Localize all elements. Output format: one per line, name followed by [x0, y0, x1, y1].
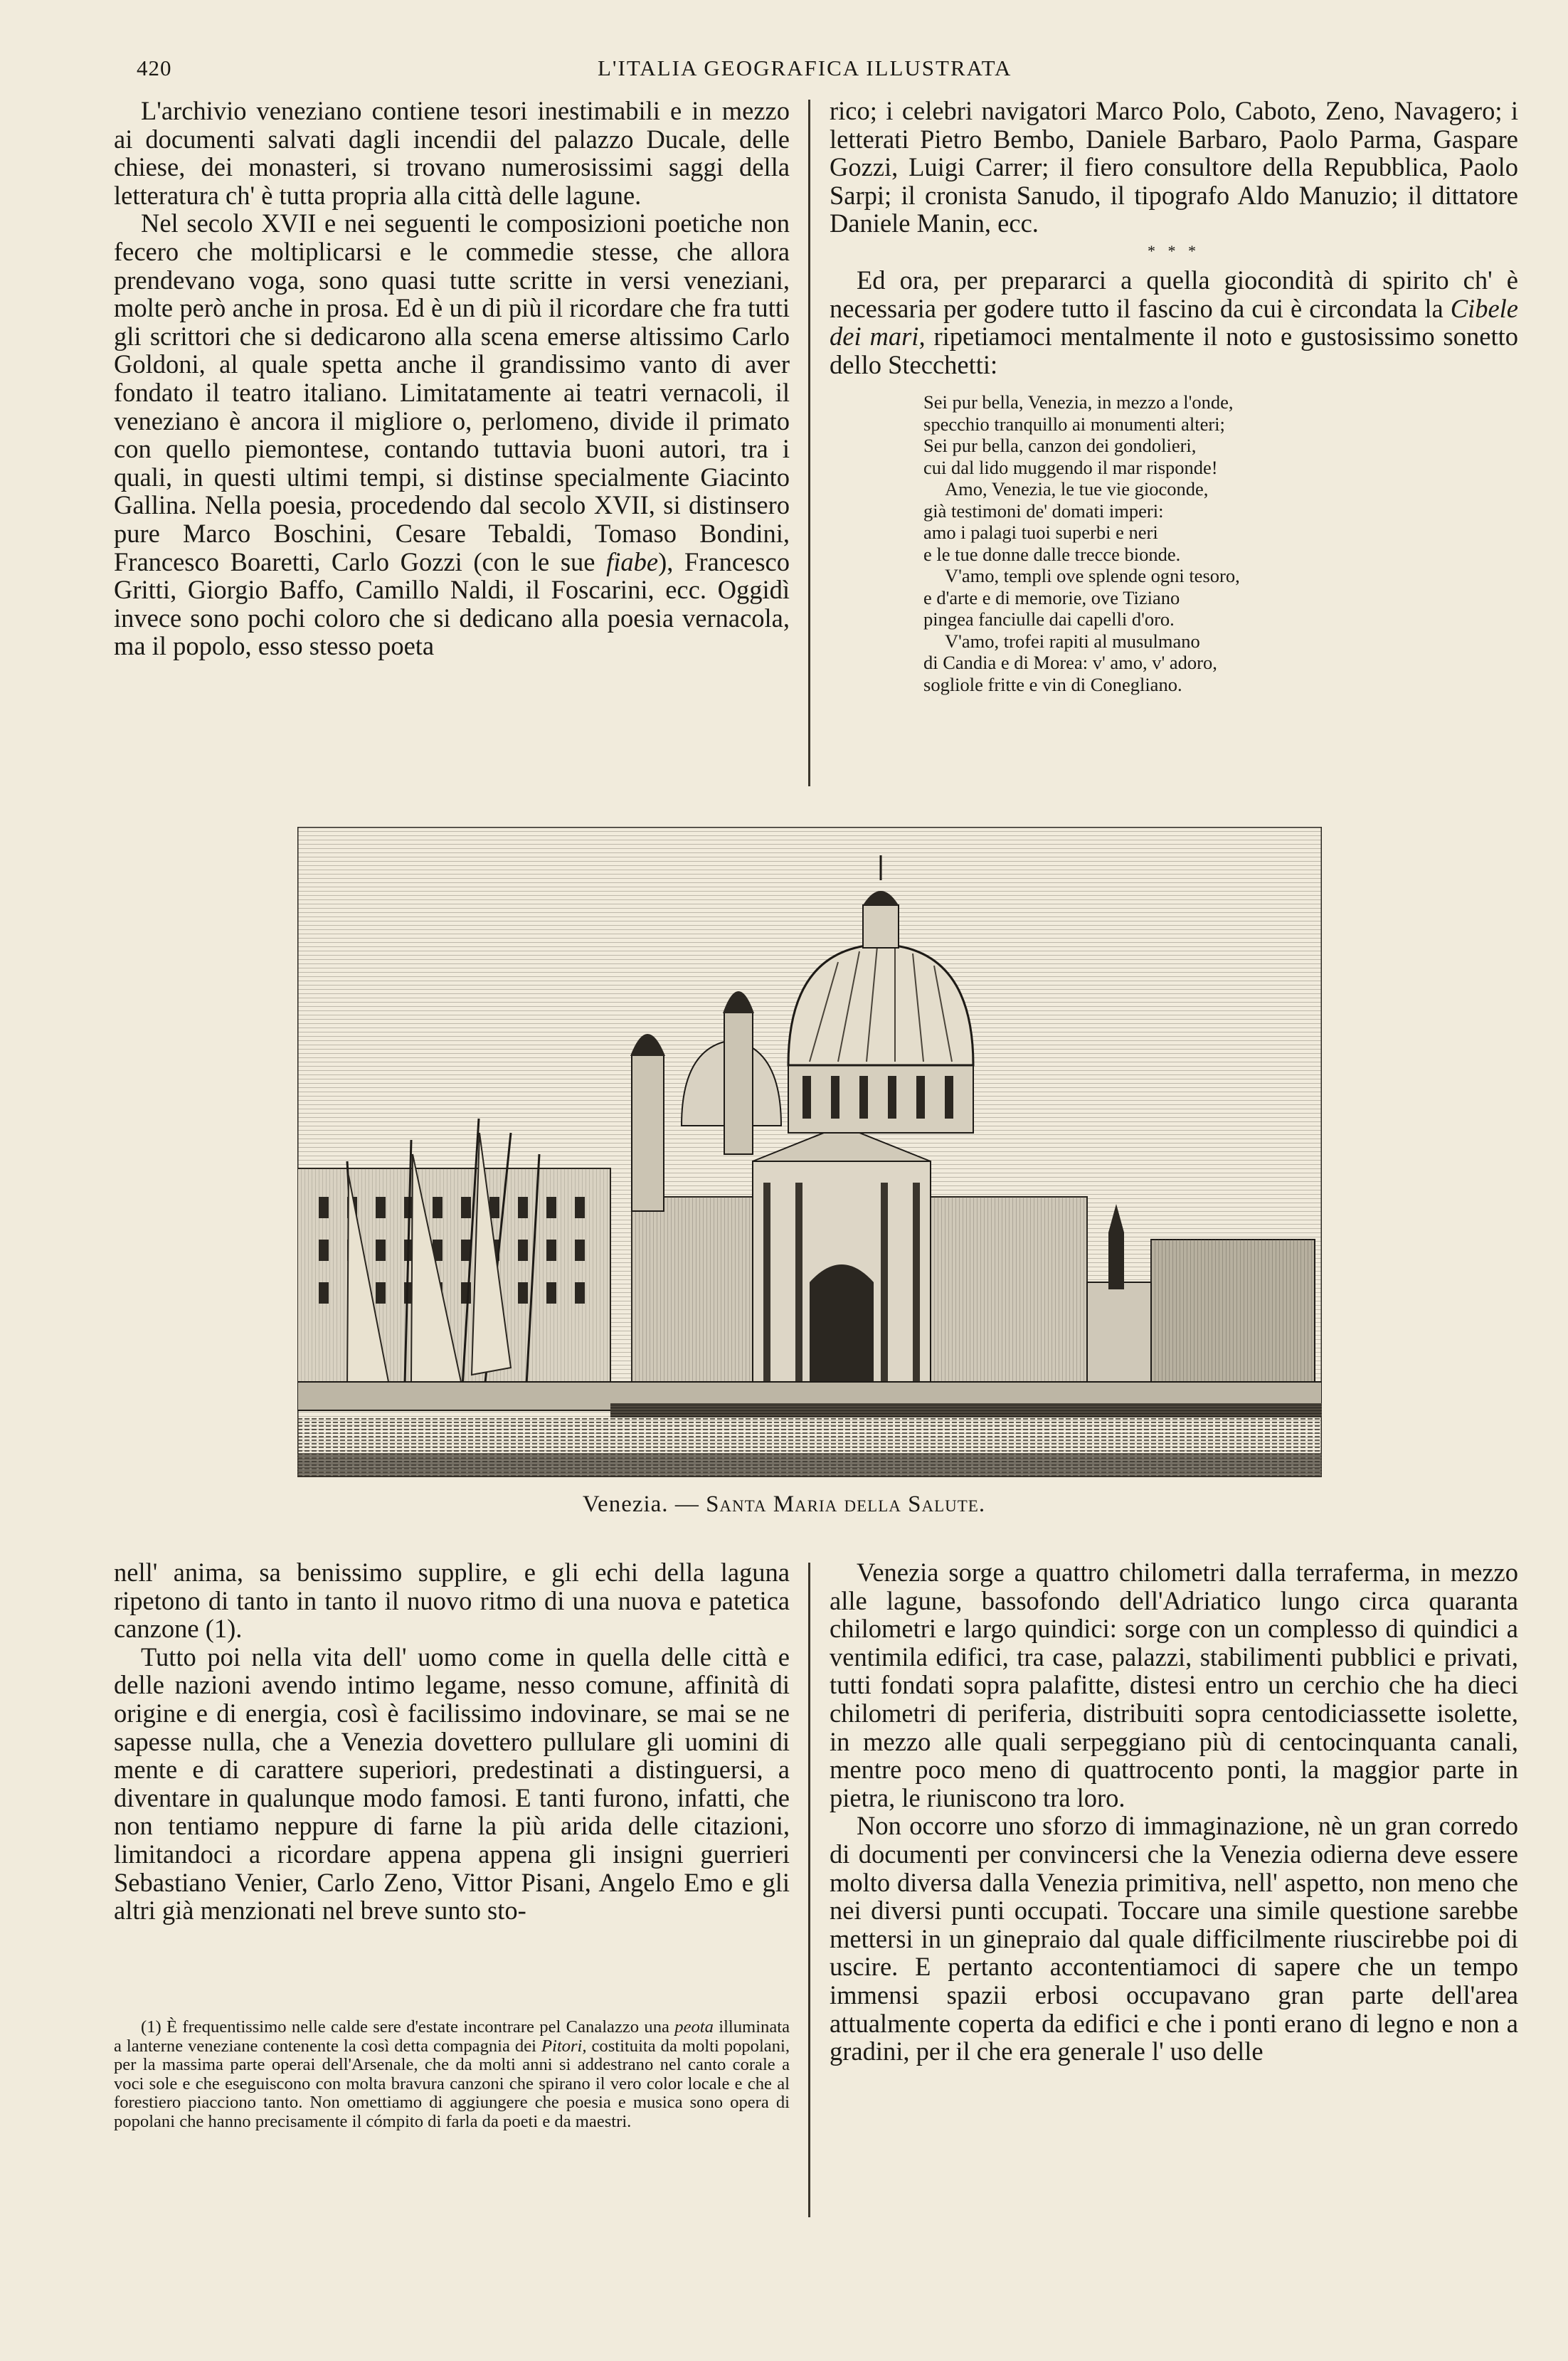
caption-subject: Santa Maria della Salute.	[706, 1491, 986, 1517]
paragraph: Venezia sorge a quattro chilometri dalla terraferma, in mezzo alle lagune, bassofondo dell'Adriatico lungo circa quaranta chilometri e largo quindici: sorge con un complesso di quindici a ventimila edifici, tra case, palazzi, stabilimenti pubblici e privati, tutti fondati sopra palafitte, distesi entro un cerchio che ha dieci chilometri di periferia, distribuiti sopra centodiciassette isolette, in mezzo alle quali serpeggiano più di centocinquanta canali, mentre poco meno di quattrocento ponti, la maggior parte in pietra, le riuniscono tra loro.	[830, 1558, 1518, 1812]
sonnet-line: cui dal lido muggendo il mar risponde!	[923, 456, 1218, 478]
column-right-top	[830, 97, 1518, 695]
sonnet-line: di Candia e di Morea: v' amo, v' adoro,	[923, 652, 1217, 674]
caption-city: Venezia.	[582, 1491, 669, 1517]
sonnet-line: pingea fanciulle dai capelli d'oro.	[923, 608, 1175, 630]
paragraph: nell' anima, sa benissimo supplire, e gli echi della laguna ripetono di tanto in tanto il nuovo ritmo di una nuova e patetica canzone (1).	[114, 1558, 790, 1644]
sonnet-line: Amo, Venezia, le tue vie gioconde,	[945, 478, 1209, 500]
paragraph: Nel secolo XVII e nei seguenti le composizioni poetiche non fecero che moltiplicarsi e le commedie stesse, che allora prendevano voga, sono quasi tutte scritte in versi veneziani, molte però anche in prosa. Ed è un di più il ricordare che fra tutti gli scrittori che si dedicarono alla scena emerse altissimo Carlo Goldoni, al quale spetta anche il grandissimo vanto di aver fondato il teatro italiano. Limitatamente ai teatri vernacoli, il veneziano è ancora il migliore o, perlomeno, divide il primato con quello piemontese, contando tuttavia buoni autori, tra i quali, in questi ultimi tempi, si distinse specialmente Giacinto Gallina. Nella poesia, procedendo dal secolo XVII, si distinsero pure Marco Boschini, Cesare Tebaldi, Tomaso Bondini, Francesco Boaretti, Carlo Gozzi (con le sue fiabe), Francesco Gritti, Giorgio Baffo, Camillo Naldi, il Foscarini, ecc. Oggidì invece sono pochi coloro che si dedicano alla poesia vernacola, ma il popolo, esso stesso poeta	[114, 208, 790, 661]
sonnet-line: e le tue donne dalle trecce bionde.	[923, 543, 1181, 565]
sonnet-line: sogliole fritte e vin di Conegliano.	[923, 673, 1182, 695]
sonnet	[923, 391, 1518, 695]
sonnet-line: già testimoni de' domati imperi:	[923, 500, 1164, 522]
caption-dash: —	[668, 1491, 706, 1517]
page-title: L'ITALIA GEOGRAFICA ILLUSTRATA	[598, 56, 1012, 80]
column-divider	[808, 100, 810, 786]
column-divider	[808, 1563, 810, 2217]
sonnet-line: V'amo, trofei rapiti al musulmano	[945, 630, 1200, 652]
paragraph: rico; i celebri navigatori Marco Polo, Caboto, Zeno, Navagero; i letterati Pietro Bembo, Daniele Barbaro, Paolo Parma, Gaspare Gozzi, Luigi Carrer; il fiero consultore della Repubblica, Paolo Sarpi; il cronista Sanudo, il tipografo Aldo Manuzio; il dittatore Daniele Manin, ecc.	[830, 96, 1518, 238]
column-left-bottom	[114, 1558, 790, 1925]
sonnet-line: e d'arte e di memorie, ove Tiziano	[923, 586, 1180, 608]
column-left-top	[114, 97, 790, 660]
page-number: 420	[137, 56, 172, 80]
paragraph: L'archivio veneziano contiene tesori inestimabili e in mezzo ai documenti salvati dagli incendii del palazzo Ducale, delle chiese, dei monasteri, si trovano numerosissimi saggi della letteratura ch' è tutta propria alla città delle lagune.	[114, 96, 790, 210]
sonnet-line: specchio tranquillo ai monumenti alteri;	[923, 413, 1225, 435]
paragraph: Ed ora, per prepararci a quella giocondità di spirito ch' è necessaria per godere tutto il fascino da cui è circondata la Cibele dei mari, ripetiamoci mentalmente il noto e gustosissimo sonetto dello Stecchetti:	[830, 265, 1518, 379]
figure-caption	[0, 1491, 1568, 1518]
sonnet-line: amo i palagi tuoi superbi e neri	[923, 522, 1158, 544]
footnote	[114, 2018, 790, 2131]
sonnet-line: Sei pur bella, canzon dei gondolieri,	[923, 435, 1197, 457]
running-head	[114, 53, 1039, 88]
column-right-bottom	[830, 1558, 1518, 2066]
paragraph: Tutto poi nella vita dell' uomo come in quella delle città e delle nazioni avendo intimo legame, nesso comune, affinità di origine e di energia, così è facilissimo indovinare, se mai se ne sapesse nulla, che a Venezia dovettero pullulare gli uomini di mente e di carattere superiori, predestinati a distinguersi, a diventare in qualunque modo famosi. E tanti furono, infatti, che non tentiamo neppure di farne la più arida delle citazioni, limitandoci a ricordare appena appena gli insigni guerrieri Sebastiano Venier, Carlo Zeno, Vittor Pisani, Angelo Emo e gli altri già menzionati nel breve sunto sto-	[114, 1642, 790, 1926]
sonnet-line: V'amo, templi ove splende ogni tesoro,	[945, 565, 1240, 587]
asterism: * * *	[1148, 241, 1200, 260]
footnote-text: (1) È frequentissimo nelle calde sere d'estate incontrare pel Canalazzo una peota illuminata a lanterne veneziane contenente la così detta compagnia dei Pitori, costituita da molti popolani, per la massima parte operai dell'Arsenale, che da molti anni si addestrano nel canto corale a voci sole e che eseguiscono con molta bravura canzoni che spirano il vero color locale e che al forestiero piacciono tanto. Non omettiamo di aggiungere che poesia e musica sono opera di popolani che hanno precisamente il cómpito di farla da poeti e da maestri.	[114, 2017, 790, 2131]
engraving-santa-maria-della-salute	[297, 827, 1322, 1477]
sonnet-line: Sei pur bella, Venezia, in mezzo a l'onde,	[923, 391, 1234, 413]
paragraph: Non occorre uno sforzo di immaginazione, nè un gran corredo di documenti per convincersi che la Venezia odierna deve essere molto diversa dalla Venezia primitiva, nell' aspetto, non meno che nei diversi punti occupati. Toccare una simile questione sarebbe mettersi in un ginepraio dal quale difficilmente riuscirebbe poi di uscire. E pertanto accontentiamoci di sapere che un tempo immensi spazii erbosi occupavano gran parte dell'area attualmente coperta da edifici e che i ponti erano di legno e non a gradini, per il che era generale l' uso delle	[830, 1811, 1518, 2066]
